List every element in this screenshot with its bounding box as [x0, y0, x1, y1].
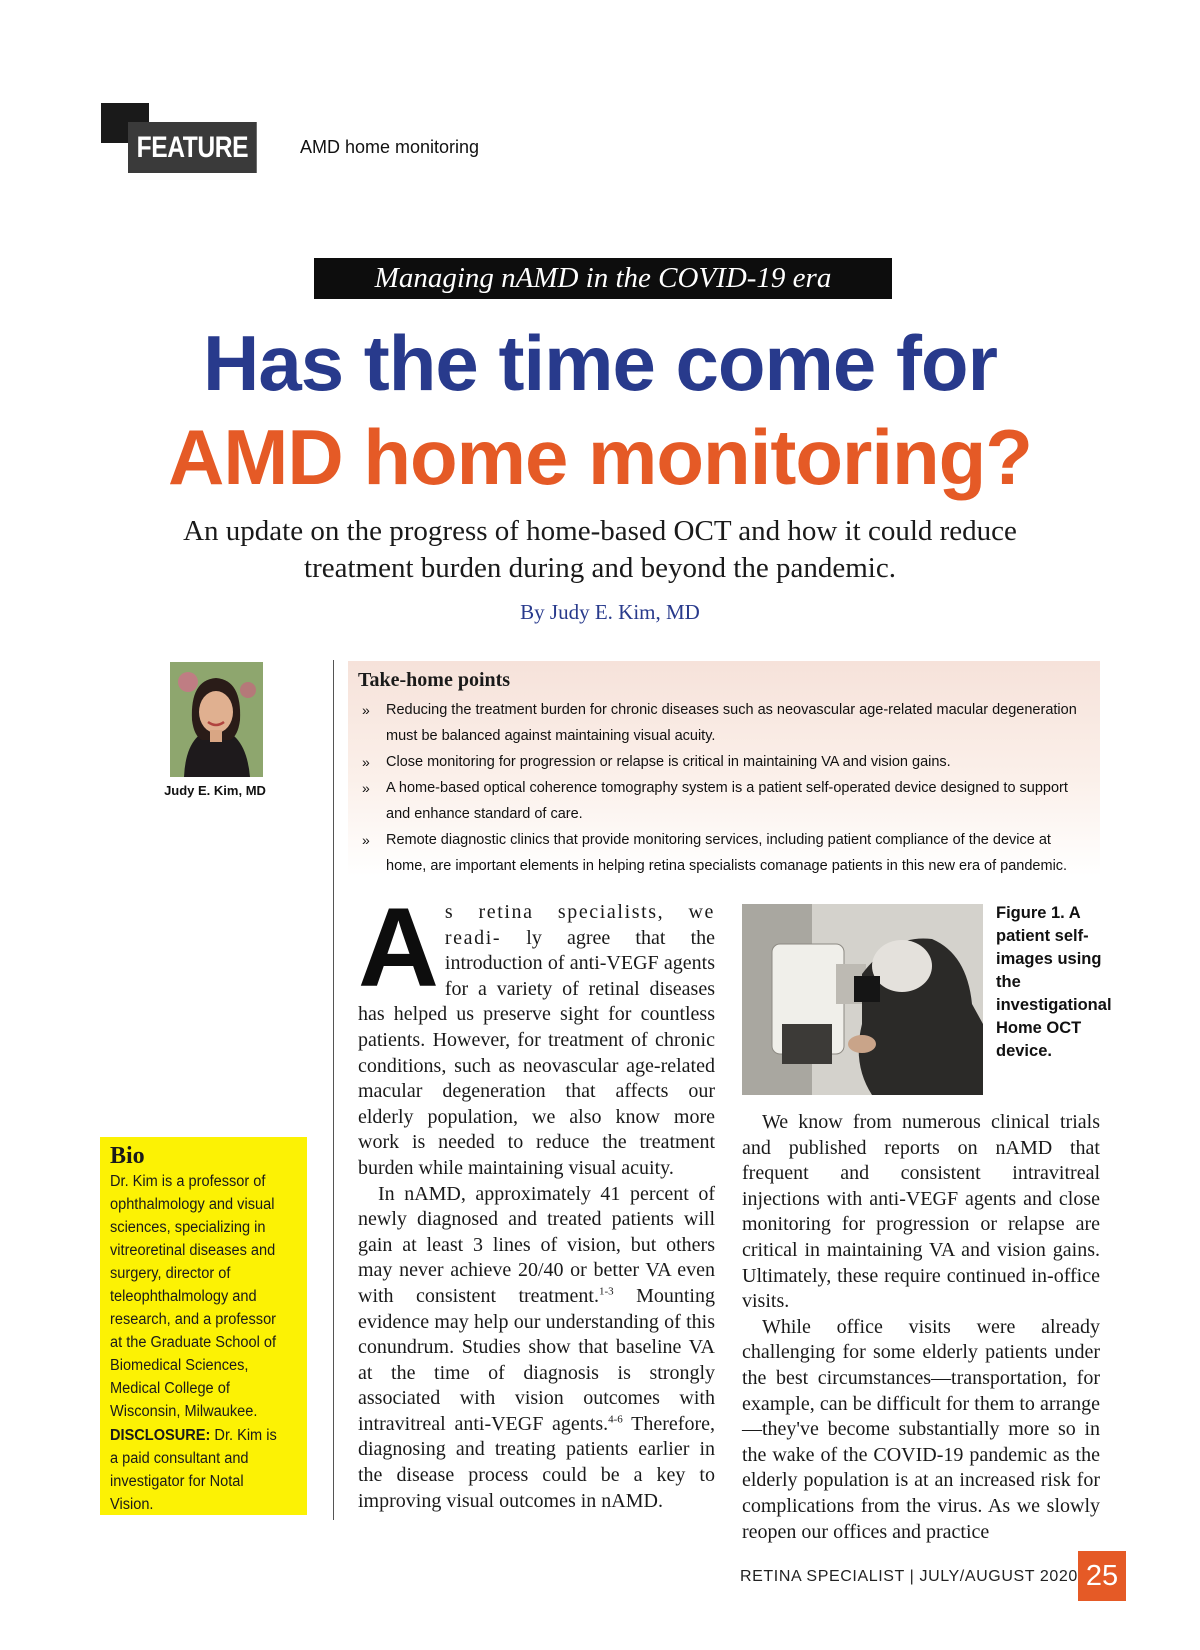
takehome-point: » Remote diagnostic clinics that provide monitoring services, including patient compliance of the device at home, are important elements in helping retina specialists comanage patients in this new era of pandemic.: [362, 827, 1092, 879]
takehome-point: » Close monitoring for progression or relapse is critical in maintaining VA and vision gains.: [362, 749, 1092, 775]
publication-footer: RETINA SPECIALIST | JULY/AUGUST 2020: [740, 1568, 1078, 1585]
takehome-point: » A home-based optical coherence tomography system is a patient self-operated device designed to support and enhance standard of care.: [362, 775, 1092, 827]
body-column-left: [358, 885, 715, 1514]
bio-disclosure: DISCLOSURE: Dr. Kim is a paid consultant and investigator for Notal Vision.: [110, 1427, 277, 1513]
body-column-right: [742, 1110, 1100, 1545]
drop-cap: A: [358, 885, 439, 1010]
figure-image: [742, 904, 983, 1095]
figure-caption: Figure 1. A patient self-images using the investigational Home OCT device.: [996, 904, 1112, 1060]
bullet-icon: »: [362, 754, 370, 770]
takehome-list: [362, 697, 1092, 879]
page-number: 25: [1078, 1551, 1126, 1601]
headline-line-1: Has the time come for: [203, 319, 997, 407]
bullet-icon: »: [362, 780, 370, 796]
body-paragraph: While office visits were already challenging for some elderly patients under the best circumstances—transportation, for example, can be difficult for them to arrange—they've become substantially more so in the wake of the COVID-19 pandemic as the elderly population is at an increased risk for complications from the virus. As we slowly reopen our offices and practice: [742, 1315, 1100, 1543]
body-paragraph: We know from numerous clinical trials and published reports on nAMD that frequent and consistent intravitreal injections with anti-VEGF agents and close monitoring for progression or relapse are critical in maintaining VA and vision gains. Ultimately, these require continued in-office visits.: [742, 1111, 1100, 1313]
bio-title: Bio: [110, 1143, 145, 1169]
takehome-title: Take-home points: [358, 669, 511, 691]
bullet-icon: »: [362, 702, 370, 718]
footnote-ref: 4-6: [608, 1413, 623, 1426]
footnote-ref: 1-3: [598, 1285, 614, 1298]
feature-tag: FEATURE: [128, 122, 257, 173]
body-paragraph: s retina specialists, we readi- ly agree that the introduction of anti-VEGF agents for a variety of retinal diseases has helped us preserve sight for countless patients. However, for treatment of chronic conditions, such as neovascular age-related macular degeneration that affects our elderly population, we also know more work is needed to reduce the treatment burden while maintaining visual acuity.: [358, 901, 715, 1179]
subtitle: An update on the progress of home-based OCT and how it could reduce treatment burden during and beyond the pandemic.: [183, 515, 1017, 584]
headline-line-2: AMD home monitoring?: [168, 413, 1032, 501]
body-paragraph: In nAMD, approximately 41 percent of newly diagnosed and treated patients will gain at least 3 lines of vision, but others may never achieve 20/40 or better VA even with consistent treatment.$^{1-3}$ Mounting evidence may help our understanding of this conundrum. Studies show that baseline VA at the time of diagnosis is strongly associated with vision outcomes with intravitreal anti-VEGF agents.$^{4-6}$ Therefore, diagnosing and treating patients earlier in the disease process could be a key to improving visual outcomes in nAMD.: [358, 1182, 715, 1512]
author-caption: Judy E. Kim, MD: [164, 783, 266, 798]
bullet-icon: »: [362, 832, 370, 848]
column-divider: [333, 660, 334, 1520]
byline: By Judy E. Kim, MD: [520, 600, 700, 624]
takehome-point: » Reducing the treatment burden for chronic diseases such as neovascular age-related macular degeneration must be balanced against maintaining visual acuity.: [362, 697, 1092, 749]
kicker-banner: Managing nAMD in the COVID-19 era: [314, 258, 892, 299]
section-label: AMD home monitoring: [300, 137, 480, 157]
author-photo: [170, 662, 263, 777]
bio-text: Dr. Kim is a professor of ophthalmology and visual sciences, specializing in vitreoretinal diseases and surgery, director of teleophthalmology and research, and a professor at the Graduate School of Biomedical Sciences, Medical College of Wisconsin, Milwaukee.: [110, 1173, 277, 1420]
